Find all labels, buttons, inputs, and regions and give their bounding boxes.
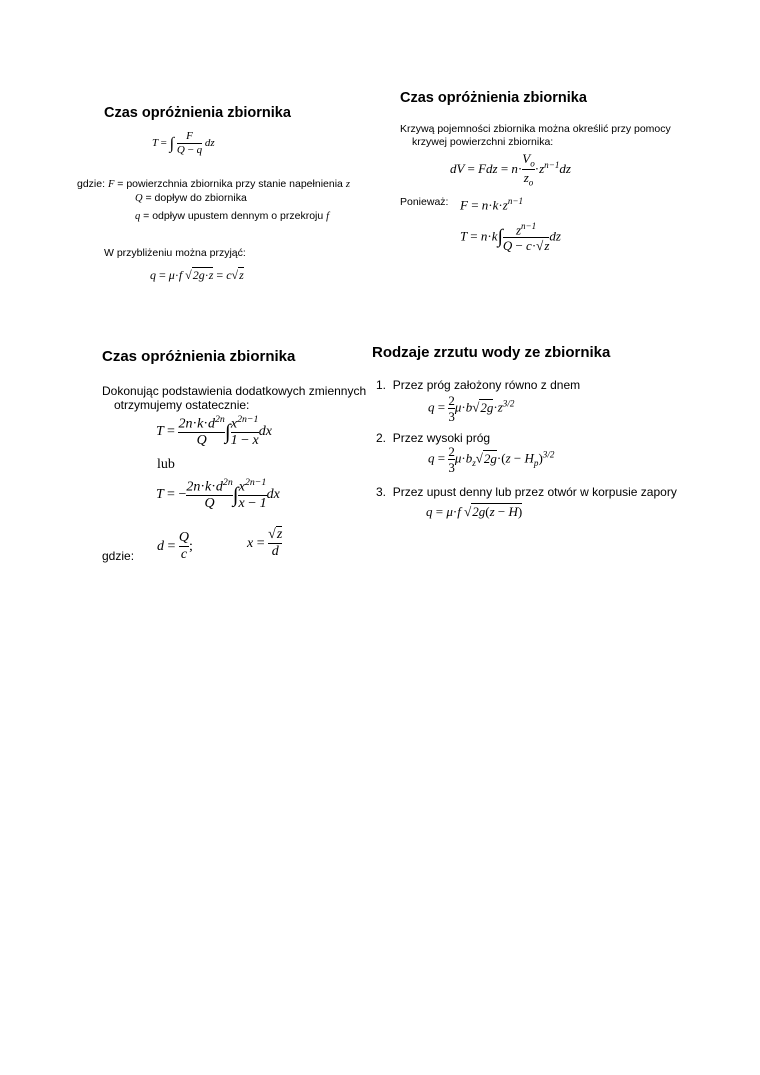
definition-row-outflow	[135, 209, 329, 224]
definition-row-inflow	[135, 191, 247, 206]
substitution-x-formula: x = $\frac{√z}{d}$	[247, 527, 283, 559]
or-label: lub	[157, 457, 175, 472]
approximation-label: W przybliżeniu można przyjąć:	[104, 247, 246, 259]
panel-emptying-time-1	[77, 105, 394, 295]
discharge-type-2	[376, 430, 490, 446]
intro-text-line-2: otrzymujemy ostatecznie:	[114, 398, 250, 412]
item-number: 2.	[376, 431, 387, 445]
symbol-z: z	[345, 179, 350, 190]
discharge-type-1	[376, 377, 580, 393]
final-time-formula-2: T = − $\frac{2n\cdot k\cdot d^{2n}}{Q}$ ∫ $\frac{x^{2n-1}}{x - 1}$ dx	[156, 477, 280, 512]
since-label: Ponieważ:	[400, 196, 449, 208]
discharge-formula-1: q = $\frac{2}{3}$ $\mu\cdot b√2g\cdot z^{3/2}$	[428, 393, 515, 424]
panel-emptying-time-3	[102, 348, 367, 573]
item-label: Przez wysoki próg	[392, 431, 491, 445]
emptying-time-integral-formula: T = n·k∫ $\frac{z^{n-1}}{Q - c\cdot√z}$ dz	[460, 221, 561, 253]
item-number: 3.	[376, 485, 387, 499]
item-label: Przez próg założony równo z dnem	[392, 378, 581, 392]
panel-title: Czas opróżnienia zbiornika	[104, 105, 291, 121]
panel-water-discharge-types	[372, 344, 702, 534]
intro-text-line-1: Dokonując podstawienia dodatkowych zmiennych	[102, 384, 367, 398]
definition-text: = dopływ do zbiornika	[142, 192, 247, 204]
symbol-F: F	[107, 179, 115, 190]
definition-row-area	[77, 177, 350, 192]
item-label: Przez upust denny lub przez otwór w korpusie zapory	[392, 485, 677, 499]
panel-title: Czas opróżnienia zbiornika	[400, 90, 587, 106]
final-time-formula-1: T = $\frac{2n\cdot k\cdot d^{2n}}{Q}$ ∫ $\frac{x^{2n-1}}{1 - x}$ dx	[156, 414, 272, 449]
discharge-formula-3: q = μ·f √2g(z − H)	[426, 504, 523, 519]
area-power-formula: $F = n\cdot k\cdot z^{n-1}$	[460, 196, 524, 213]
volume-differential-formula: dV = Fdz = n· $\frac{V_o}{z_o}$ $\cdot z^{n-1}dz$	[450, 151, 571, 188]
definition-text: = odpływ upustem dennym o przekroju	[140, 210, 327, 222]
emptying-time-integral-formula: T = ∫ $\frac{F}{Q - q}$ dz	[152, 130, 215, 156]
formula-text	[0, 0, 1, 1]
item-number: 1.	[376, 378, 387, 392]
where-label: gdzie:	[77, 178, 106, 190]
panel-title: Rodzaje zrzutu wody ze zbiornika	[372, 344, 611, 361]
discharge-formula-2: q = $\frac{2}{3}$ $\mu\cdot b_z√2g\cdot(z - H_p)^{3/2}$	[428, 444, 555, 475]
definition-text: = powierzchnia zbiornika przy stanie napełnienia	[114, 178, 346, 190]
symbol-Q: Q	[135, 193, 143, 204]
symbol-f: f	[326, 211, 330, 222]
panel-title: Czas opróżnienia zbiornika	[102, 348, 296, 365]
outflow-approximation-formula: q = μ·f √2g·z = c√z	[150, 268, 244, 282]
where-label: gdzie:	[102, 549, 135, 563]
substitution-d-formula: d = $\frac{Q}{c}$ ;	[157, 530, 193, 562]
panel-emptying-time-2	[400, 90, 730, 275]
symbol-q: q	[135, 211, 141, 222]
intro-text-line-2: krzywej powierzchni zbiornika:	[412, 136, 554, 148]
discharge-type-3	[376, 484, 677, 500]
intro-text-line-1: Krzywą pojemności zbiornika można określić przy pomocy	[400, 123, 671, 135]
